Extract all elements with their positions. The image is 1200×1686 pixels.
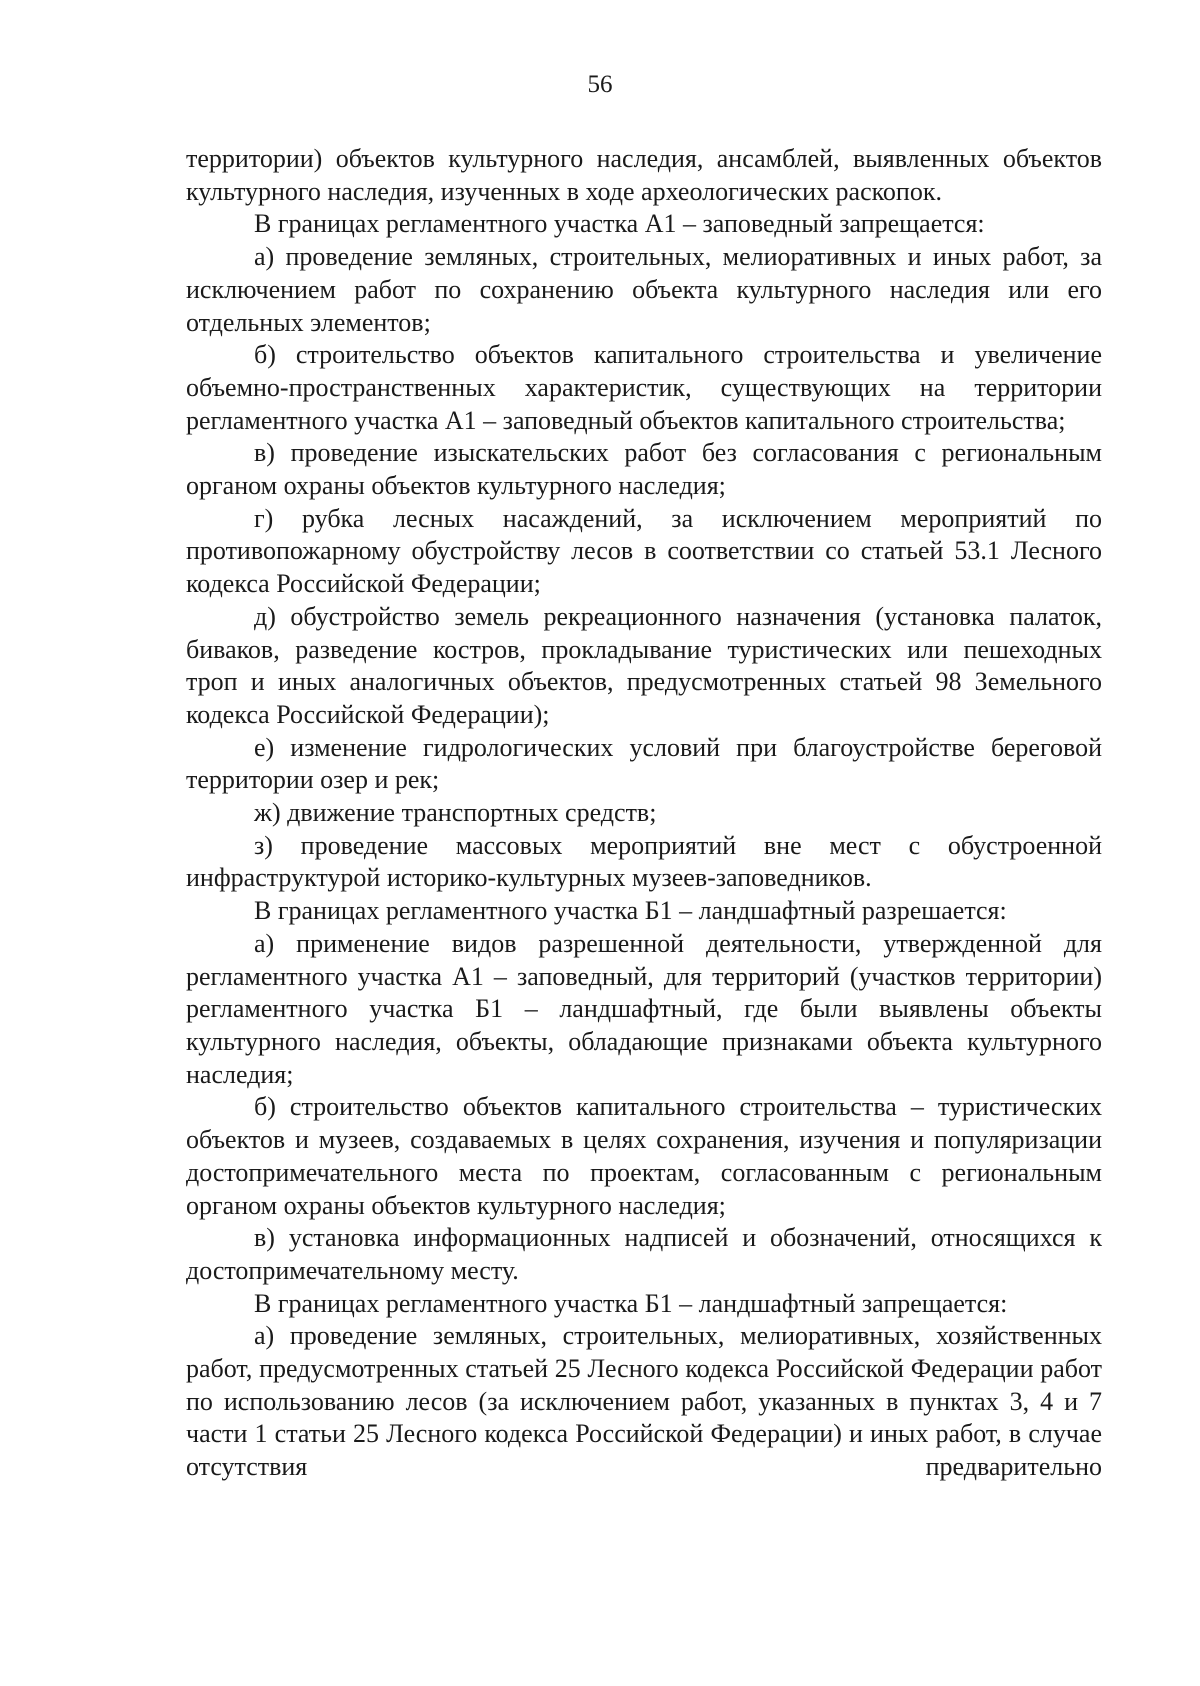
page-number: 56	[587, 71, 613, 98]
paragraph-a1-item-g: г) рубка лесных насаждений, за исключением мероприятий по противопожарному обустройству лесов в соответствии со статьей 53.1 Лесного кодекса Российской Федерации;	[186, 503, 1102, 599]
paragraph-a1-item-b: б) строительство объектов капитального строительства и увеличение объемно-пространственных характеристик, существующих на территории регламентного участка А1 – заповедный объектов капитального строительства;	[186, 340, 1102, 435]
paragraph-b1-allowed-item-v: в) установка информационных надписей и обозначений, относящихся к достопримечательному месту.	[186, 1223, 1102, 1285]
paragraph-a1-item-a: а) проведение земляных, строительных, мелиоративных и иных работ, за исключением работ по сохранению объекта культурного наследия или его отдельных элементов;	[186, 242, 1102, 337]
paragraph-continuation: территории) объектов культурного наследия, ансамблей, выявленных объектов культурного наследия, изученных в ходе археологических раскопок.	[186, 144, 1102, 206]
paragraph-a1-item-e: е) изменение гидрологических условий при благоустройстве береговой территории озер и рек;	[186, 732, 1102, 795]
paragraph-a1-item-z: з) проведение массовых мероприятий вне мест с обустроенной инфраструктурой историко-культурных музеев-заповедников.	[186, 830, 1102, 893]
paragraph-b1-allowed-item-b: б) строительство объектов капитального строительства – туристических объектов и музеев, создаваемых в целях сохранения, изучения и популяризации достопримечательного места по проектам, согласованным с региональным органом охраны объектов культурного наследия;	[186, 1092, 1102, 1220]
paragraph-a1-item-v: в) проведение изыскательских работ без согласования с региональным органом охраны объектов культурного наследия;	[186, 438, 1102, 501]
paragraph-a1-item-d: д) обустройство земель рекреационного назначения (установка палаток, биваков, разведение костров, прокладывание туристических или пешеходных троп и иных аналогичных объектов, предусмотренных статьей 98 Земельного кодекса Российской Федерации);	[186, 601, 1102, 729]
paragraph-b1-allowed-heading: В границах регламентного участка Б1 – ландшафтный разрешается:	[254, 896, 1007, 926]
paragraph-b1-prohibited-heading: В границах регламентного участка Б1 – ландшафтный запрещается:	[254, 1288, 1008, 1318]
paragraph-a1-prohibited-heading: В границах регламентного участка А1 – заповедный запрещается:	[254, 209, 985, 239]
paragraph-b1-prohibited-item-a: а) проведение земляных, строительных, мелиоративных, хозяйственных работ, предусмотренных статьей 25 Лесного кодекса Российской Федерации работ по использованию лесов (за исключением работ, указанных в пунктах 3, 4 и 7 части 1 статьи 25 Лесного кодекса Российской Федерации) и иных работ, в случае отсутствия предварительно	[186, 1321, 1102, 1482]
paragraph-a1-item-zh: ж) движение транспортных средств;	[254, 798, 657, 828]
document-body	[186, 143, 1102, 1484]
paragraph-b1-allowed-item-a: а) применение видов разрешенной деятельности, утвержденной для регламентного участка А1 – заповедный, для территорий (участков территории) регламентного участка Б1 – ландшафтный, где были выявлены объекты культурного наследия, объекты, обладающие признаками объекта культурного наследия;	[186, 928, 1102, 1089]
